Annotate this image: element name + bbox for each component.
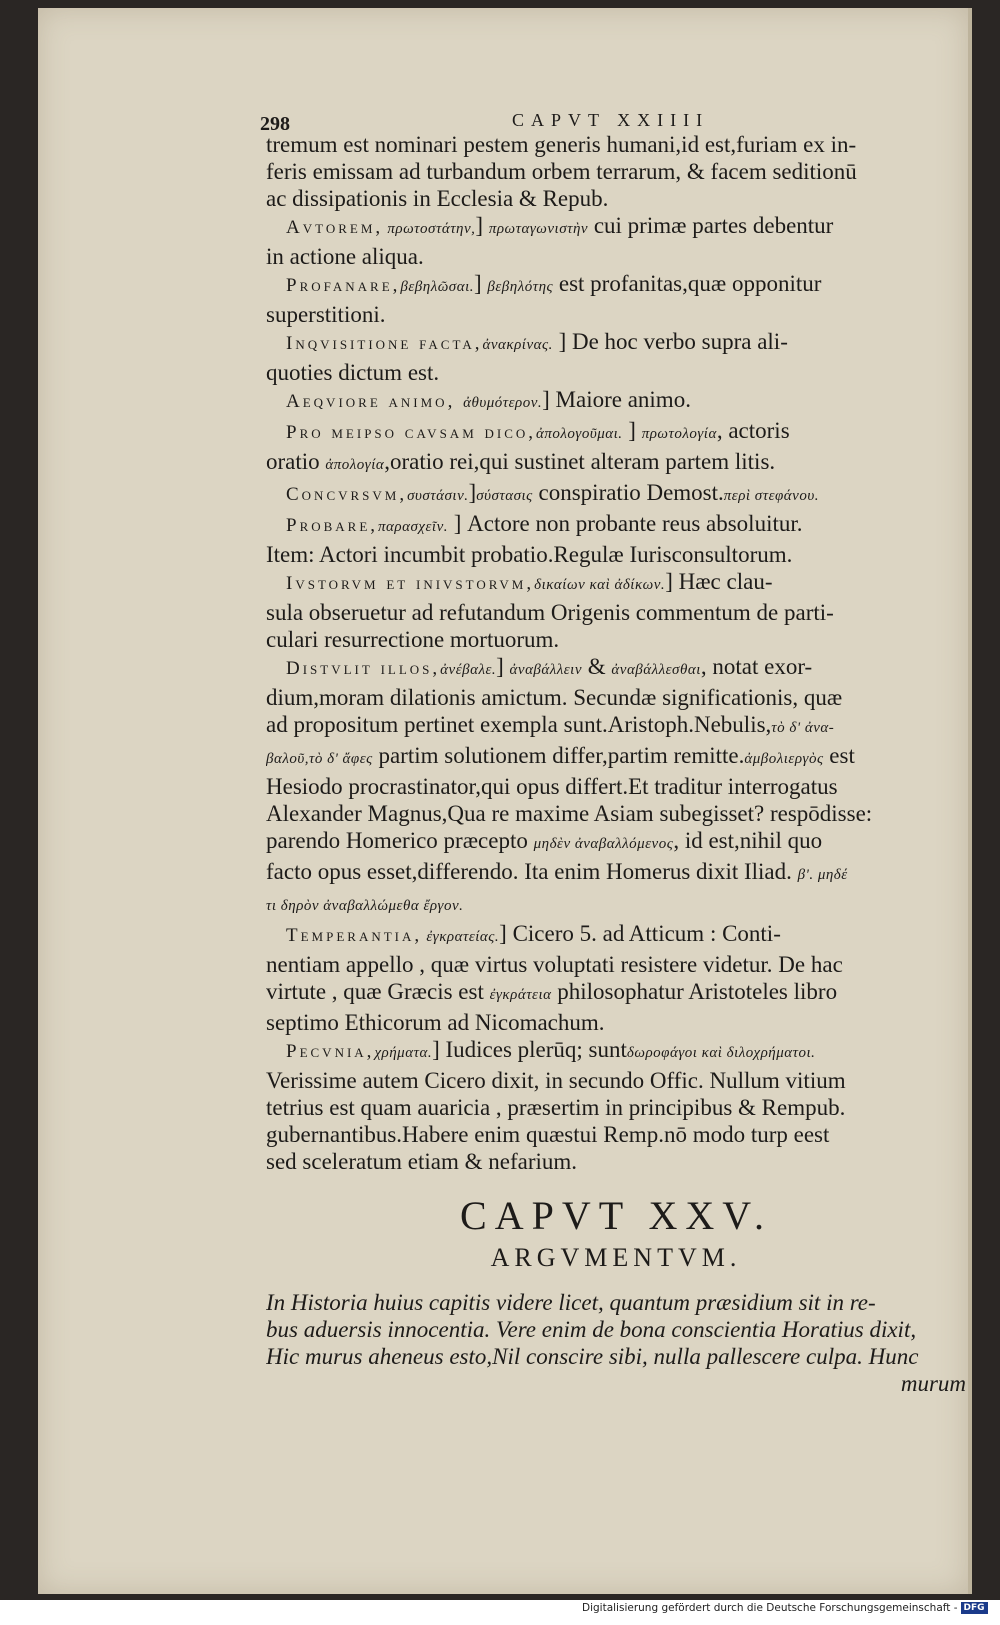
text-line <box>266 858 966 889</box>
text-line <box>266 626 966 653</box>
greek-text: μηδὲν ἀναβαλλόμενος <box>533 836 674 852</box>
text-line <box>266 800 966 827</box>
greek-text: χρήματα. <box>374 1045 433 1061</box>
text-line <box>266 448 966 479</box>
greek-text: ἀνακρίνας. <box>482 337 553 353</box>
greek-text: β'. μηδέ <box>797 867 848 883</box>
greek-text: τὸ δ' ἀνα- <box>771 720 835 736</box>
greek-text: πρωτοστάτην, <box>383 221 476 237</box>
text-span: ] <box>474 271 488 296</box>
text-line <box>266 742 966 773</box>
text-line <box>266 978 966 1009</box>
greek-text: δικαίων καὶ ἀδίκων. <box>534 577 666 593</box>
page-number: 298 <box>260 113 290 135</box>
text-line <box>266 889 966 920</box>
greek-text: τι δηρὸν ἀναβαλλώμεθα ἔργον. <box>266 898 464 914</box>
text-span: oratio <box>266 449 326 474</box>
lemma: Inqvisitione facta, <box>286 333 483 354</box>
lemma: Pro meipso cavsam dico, <box>286 422 537 443</box>
text-line <box>266 951 966 978</box>
body-text <box>266 131 966 1175</box>
text-span: Item: Actori incumbit probatio.Regulæ Iurisconsultorum. <box>266 542 793 567</box>
catchword: murum <box>900 1371 966 1396</box>
lemma: Ivstorvm et inivstorvm, <box>286 573 535 594</box>
text-span: ] De hoc verbo supra ali- <box>552 329 788 354</box>
text-line <box>266 1067 966 1094</box>
argument-line: In Historia huius capitis videre licet, quantum præsidium sit in re- <box>266 1290 876 1315</box>
text-line <box>266 1009 966 1036</box>
text-line <box>266 599 966 626</box>
text-line <box>266 131 966 158</box>
text-span: ] Cicero 5. ad Atticum : Conti- <box>499 921 781 946</box>
greek-text: ἀθυμότερον. <box>463 395 543 411</box>
text-line <box>266 243 966 270</box>
greek-text: συστάσιν. <box>407 488 469 504</box>
text-span: sed sceleratum etiam & nefarium. <box>266 1149 578 1174</box>
text-span: superstitioni. <box>266 302 386 327</box>
text-line <box>266 1121 966 1148</box>
text-span: ] Iudices plerūq; sunt <box>432 1037 627 1062</box>
text-span: dium,moram dilationis amictum. Secundæ significationis, quæ <box>266 685 843 710</box>
text-span: partim solutionem differ,partim remitte. <box>372 743 745 768</box>
text-span: feris emissam ad turbandum orbem terrarum, & facem seditionū <box>266 159 857 184</box>
text-span: nentiam appello , quæ virtus voluptati resistere videtur. De hac <box>266 952 843 977</box>
text-line <box>266 185 966 212</box>
lemma: Avtorem, <box>286 217 384 238</box>
text-line <box>266 653 966 684</box>
text-line <box>266 711 966 742</box>
text-span: ] <box>496 654 510 679</box>
text-span: ad propositum pertinet exempla sunt.Aristoph.Nebulis, <box>266 712 772 737</box>
greek-text: περὶ στεφάνου. <box>723 488 819 504</box>
text-span: tremum est nominari pestem generis humani,id est,furiam ex in- <box>266 132 857 157</box>
chapter-title: CAPVT XXV. <box>460 1193 772 1238</box>
text-span: quoties dictum est. <box>266 360 440 385</box>
text-span: ] <box>475 213 489 238</box>
text-span: , id est,nihil quo <box>673 828 823 853</box>
text-span: Alexander Magnus,Qua re maxime Asiam subegisset? respōdisse: <box>266 801 873 826</box>
text-span: Verissime autem Cicero dixit, in secundo Offic. Nullum vitium <box>266 1068 846 1093</box>
greek-text: ἀπολογοῦμαι. <box>536 426 623 442</box>
argument-line: Hic murus aheneus esto,Nil conscire sibi, nulla pallescere culpa. Hunc <box>266 1344 919 1369</box>
text-line <box>266 301 966 328</box>
page-text <box>260 105 966 1397</box>
text-line <box>266 158 966 185</box>
text-span: ] Hæc clau- <box>665 569 773 594</box>
text-line <box>266 773 966 800</box>
text-span: sula obseruetur ad refutandum Origenis commentum de parti- <box>266 600 834 625</box>
text-line <box>266 920 966 951</box>
text-line <box>266 417 966 448</box>
greek-text: ἀμβολιεργὸς <box>744 751 824 767</box>
text-line <box>266 1148 966 1175</box>
argument-text <box>266 1289 966 1370</box>
argument-title: ARGVMENTVM. <box>490 1243 742 1272</box>
text-span: philosophatur Aristoteles libro <box>551 979 838 1004</box>
text-span: culari resurrectione mortuorum. <box>266 627 560 652</box>
text-line <box>266 1036 966 1067</box>
page-header <box>260 105 966 135</box>
text-span: , notat exor- <box>700 654 813 679</box>
text-line <box>266 212 966 243</box>
text-span: ,oratio rei,qui sustinet alteram partem litis. <box>384 449 776 474</box>
text-line <box>266 827 966 858</box>
text-span: facto opus esset,differendo. Ita enim Homerus dixit Iliad. <box>266 859 798 884</box>
greek-text: πρωτολογία <box>641 426 717 442</box>
text-span: conspiratio Demost. <box>532 480 724 505</box>
greek-text: σύστασις <box>476 488 533 504</box>
text-line <box>266 541 966 568</box>
lemma: Profanare, <box>286 275 401 296</box>
greek-text: ἀπολογία <box>325 457 385 473</box>
lemma: Pecvnia, <box>286 1041 375 1062</box>
text-span: ac dissipationis in Ecclesia & Repub. <box>266 186 609 211</box>
text-line <box>266 510 966 541</box>
text-line <box>266 684 966 711</box>
greek-text: παρασχεῖν. <box>378 519 448 535</box>
lemma: Aeqviore animo, <box>286 391 464 412</box>
greek-text: ἐγκράτεια <box>489 987 552 1003</box>
argument-line: bus aduersis innocentia. Vere enim de bona conscientia Horatius dixit, <box>266 1317 917 1342</box>
text-span: est profanitas,quæ opponitur <box>553 271 822 296</box>
text-line <box>266 270 966 301</box>
text-line <box>266 1094 966 1121</box>
text-line <box>266 359 966 386</box>
greek-text: πρωταγωνιστὴν <box>488 221 589 237</box>
lemma: Concvrsvm, <box>286 484 408 505</box>
dfg-logo: DFG <box>961 1602 988 1614</box>
text-span: est <box>823 743 855 768</box>
text-span: septimo Ethicorum ad Nicomachum. <box>266 1010 605 1035</box>
text-span: ] Actore non probante reus absoluitur. <box>448 511 803 536</box>
lemma: Distvlit illos, <box>286 658 441 679</box>
lemma: Probare, <box>286 515 379 536</box>
text-line <box>266 386 966 417</box>
digitization-footer <box>582 1602 988 1614</box>
text-line <box>266 328 966 359</box>
text-span: virtute , quæ Græcis est <box>266 979 490 1004</box>
text-span: gubernantibus.Habere enim quæstui Remp.nō modo turp eest <box>266 1122 830 1147</box>
running-head: CAPVT XXIIII <box>512 110 710 130</box>
text-line <box>266 479 966 510</box>
greek-text: ἀναβάλλειν <box>509 662 583 678</box>
text-span: parendo Homerico præcepto <box>266 828 534 853</box>
text-span: & <box>582 654 612 679</box>
text-span: ] <box>468 480 477 505</box>
text-span: ] Maiore animo. <box>542 387 691 412</box>
greek-text: δωροφάγοι καὶ διλοχρήματοι. <box>626 1045 816 1061</box>
footer-text: Digitalisierung gefördert durch die Deutsche Forschungsgemeinschaft - <box>582 1602 958 1614</box>
text-span: , actoris <box>716 418 790 443</box>
text-span: Hesiodo procrastinator,qui opus differt.Et traditur interrogatus <box>266 774 838 799</box>
text-span: cui primæ partes debentur <box>588 213 834 238</box>
greek-text: βεβηλότης <box>487 279 554 295</box>
text-line <box>266 568 966 599</box>
greek-text: βεβηλῶσαι. <box>400 279 474 295</box>
text-span: in actione aliqua. <box>266 244 424 269</box>
text-span: ] <box>622 418 642 443</box>
greek-text: ἀναβάλλεσθαι <box>611 662 701 678</box>
text-span: tetrius est quam auaricia , præsertim in principibus & Rempub. <box>266 1095 846 1120</box>
lemma: Temperantia, <box>286 925 423 946</box>
greek-text: ἐγκρατείας. <box>422 929 500 945</box>
greek-text: βαλοῦ,τὸ δ' ἄφες <box>266 751 373 767</box>
greek-text: ἀνέβαλε. <box>440 662 497 678</box>
